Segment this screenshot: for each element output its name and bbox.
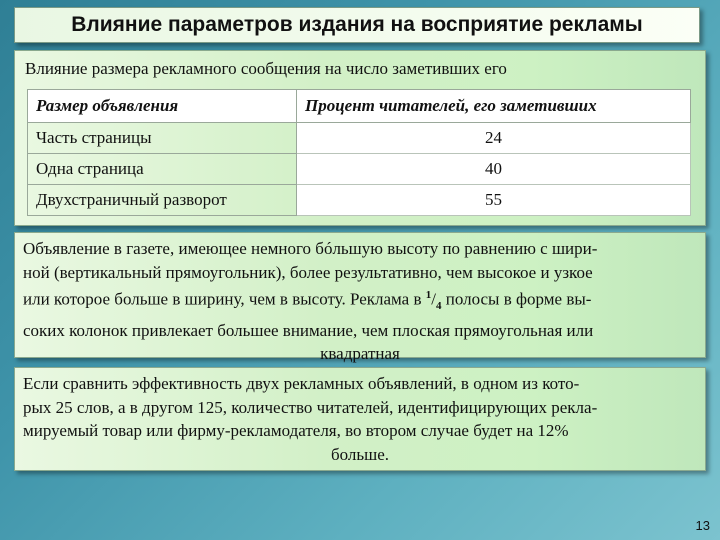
paragraph-line: Объявление в газете, имеющее немного бóльшую высоту по равнению с шири- xyxy=(23,239,598,258)
table-row xyxy=(28,154,691,185)
column-header-percent: Процент читателей, его заметивших xyxy=(297,90,691,123)
table-cell-percent: 24 xyxy=(297,123,691,154)
table-cell-percent: 55 xyxy=(297,185,691,216)
fraction-numerator: 1 xyxy=(425,289,432,301)
fraction-denominator: 4 xyxy=(435,300,442,313)
table-row xyxy=(28,185,691,216)
size-influence-panel xyxy=(14,50,706,226)
column-header-size: Размер объявления xyxy=(28,90,297,123)
paragraph-line: квадратная xyxy=(320,344,400,364)
paragraph-line: Если сравнить эффективность двух рекламных объявлений, в одном из кото- xyxy=(23,374,580,393)
table-cell-size: Одна страница xyxy=(28,154,297,185)
paragraph-text: полосы в форме вы- xyxy=(441,289,592,309)
word-count-paragraph xyxy=(23,372,697,466)
page-number: 13 xyxy=(695,518,710,533)
paragraph-line: рых 25 слов, а в другом 125, количество читателей, идентифицирующих рекла- xyxy=(23,397,598,417)
word-count-panel xyxy=(14,367,706,471)
paragraph-line: или которое больше в ширину, чем в высоту. Реклама в $^1/_4$ полосы в форме вы- xyxy=(23,289,592,313)
paragraph-text: или которое больше в ширину, чем в высоту. Реклама в xyxy=(23,289,426,309)
paragraph-line: соких колонок привлекает большее внимание, чем плоская прямоугольная или xyxy=(23,320,594,340)
table-row xyxy=(28,123,691,154)
slide-title: Влияние параметров издания на восприятие рекламы xyxy=(14,7,700,43)
table-cell-percent: 40 xyxy=(297,154,691,185)
table-cell-size: Часть страницы xyxy=(28,123,297,154)
paragraph-line: мируемый товар или фирму-рекламодателя, во втором случае будет на 12% xyxy=(23,421,569,440)
ad-size-table xyxy=(27,89,691,216)
table-cell-size: Двухстраничный разворот xyxy=(28,185,297,216)
table-subtitle: Влияние размера рекламного сообщения на число заметивших его xyxy=(25,59,507,78)
vertical-ad-panel xyxy=(14,232,706,364)
paragraph-line: ной (вертикальный прямоугольник), более результативно, чем высокое и узкое xyxy=(23,262,593,282)
table-header-row xyxy=(28,90,691,123)
vertical-ad-paragraph xyxy=(23,237,697,366)
paragraph-line: больше. xyxy=(330,444,390,464)
